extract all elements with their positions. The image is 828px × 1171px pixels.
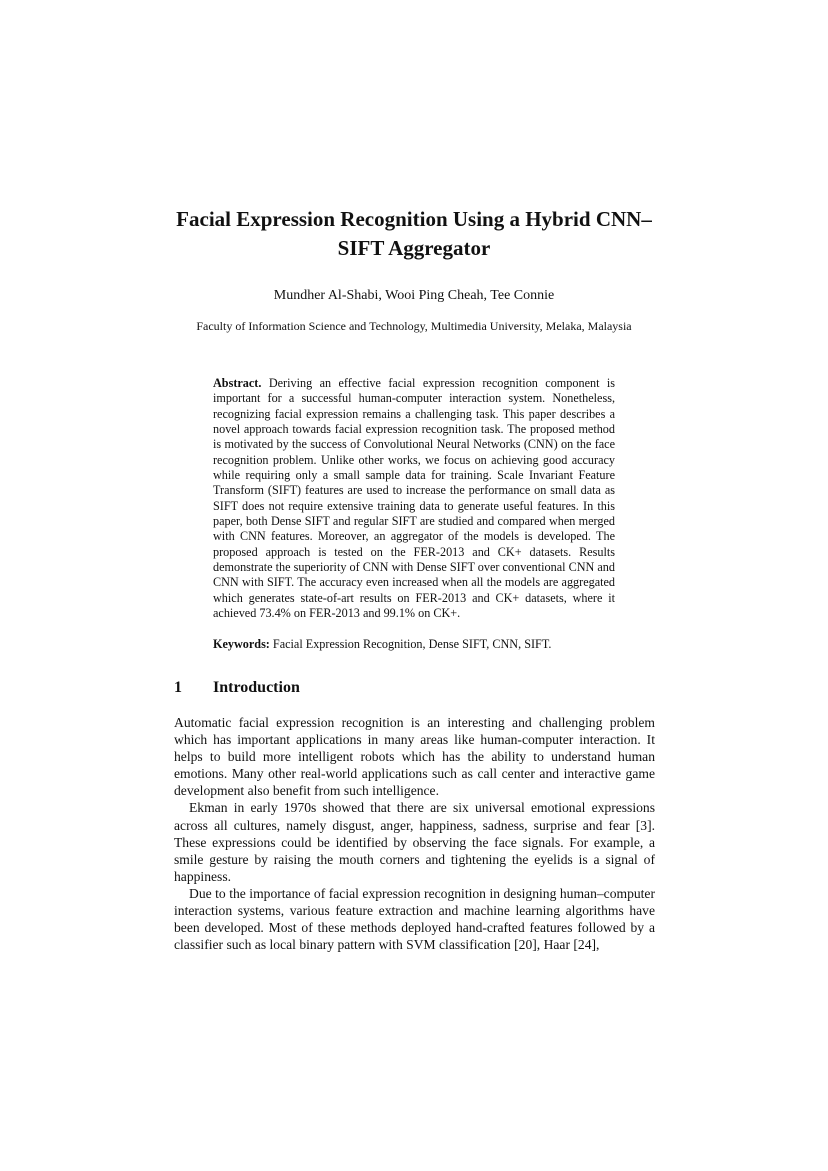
paper-title-line-2: SIFT Aggregator [337,236,491,260]
section-number: 1 [174,679,182,696]
paper-title-line-1: Facial Expression Recognition Using a Hybrid CNN– [176,207,652,231]
body-paragraph: Automatic facial expression recognition is an interesting and challenging problem which has important applications in many areas like human-computer interaction. It helps to build more intelligent robots which has the ability to understand human emotions. Many other real-world applications such as call center and interactive game development also benefit from such intelligence. [174,715,655,799]
section-title: Introduction [213,679,300,696]
author-list: Mundher Al-Shabi, Wooi Ping Cheah, Tee Connie [273,288,555,303]
paper-title [150,205,678,263]
abstract [213,376,615,622]
affiliation: Faculty of Information Science and Technology, Multimedia University, Melaka, Malaysia [196,319,632,333]
body-paragraph: Due to the importance of facial expression recognition in designing human–computer interaction systems, various feature extraction and machine learning algorithms have been developed. Most of these methods deployed hand-crafted features followed by a classifier such as local binary pattern with SVM classification [20], Haar [24], [174,885,655,953]
keywords-text: Facial Expression Recognition, Dense SIFT, CNN, SIFT. [272,637,552,651]
introduction-body [174,714,655,953]
section-heading [174,677,654,699]
abstract-text: Deriving an effective facial expression recognition component is important for a successful human-computer interaction system. Nonetheless, recognizing facial expression remains a challenging task. This paper describes a novel approach towards facial expression recognition task. The proposed method is motivated by the success of Convolutional Neural Networks (CNN) on the face recognition problem. Unlike other works, we focus on achieving good accuracy while requiring only a small sample data for training. Scale Invariant Feature Transform (SIFT) features are used to increase the performance on small data as SIFT does not require extensive training data to generate useful features. In this paper, both Dense SIFT and regular SIFT are studied and compared when merged with CNN features. Moreover, an aggregator of the models is developed. The proposed approach is tested on the FER-2013 and CK+ datasets. Results demonstrate the superiority of CNN with Dense SIFT over conventional CNN and CNN with SIFT. The accuracy even increased when all the models are aggregated which generates state-of-art results on FER-2013 and CK+ datasets, where it achieved 73.4% on FER-2013 and 99.1% on CK+. [213,376,616,621]
keywords [213,637,615,652]
abstract-label: Abstract. [213,376,262,390]
keywords-label: Keywords: [213,637,270,651]
body-paragraph: Ekman in early 1970s showed that there are six universal emotional expressions across all cultures, namely disgust, anger, happiness, sadness, surprise and fear [3]. These expressions could be identified by observing the face signals. For example, a smile gesture by raising the mouth corners and tightening the eyelids is a signal of happiness. [174,800,655,884]
